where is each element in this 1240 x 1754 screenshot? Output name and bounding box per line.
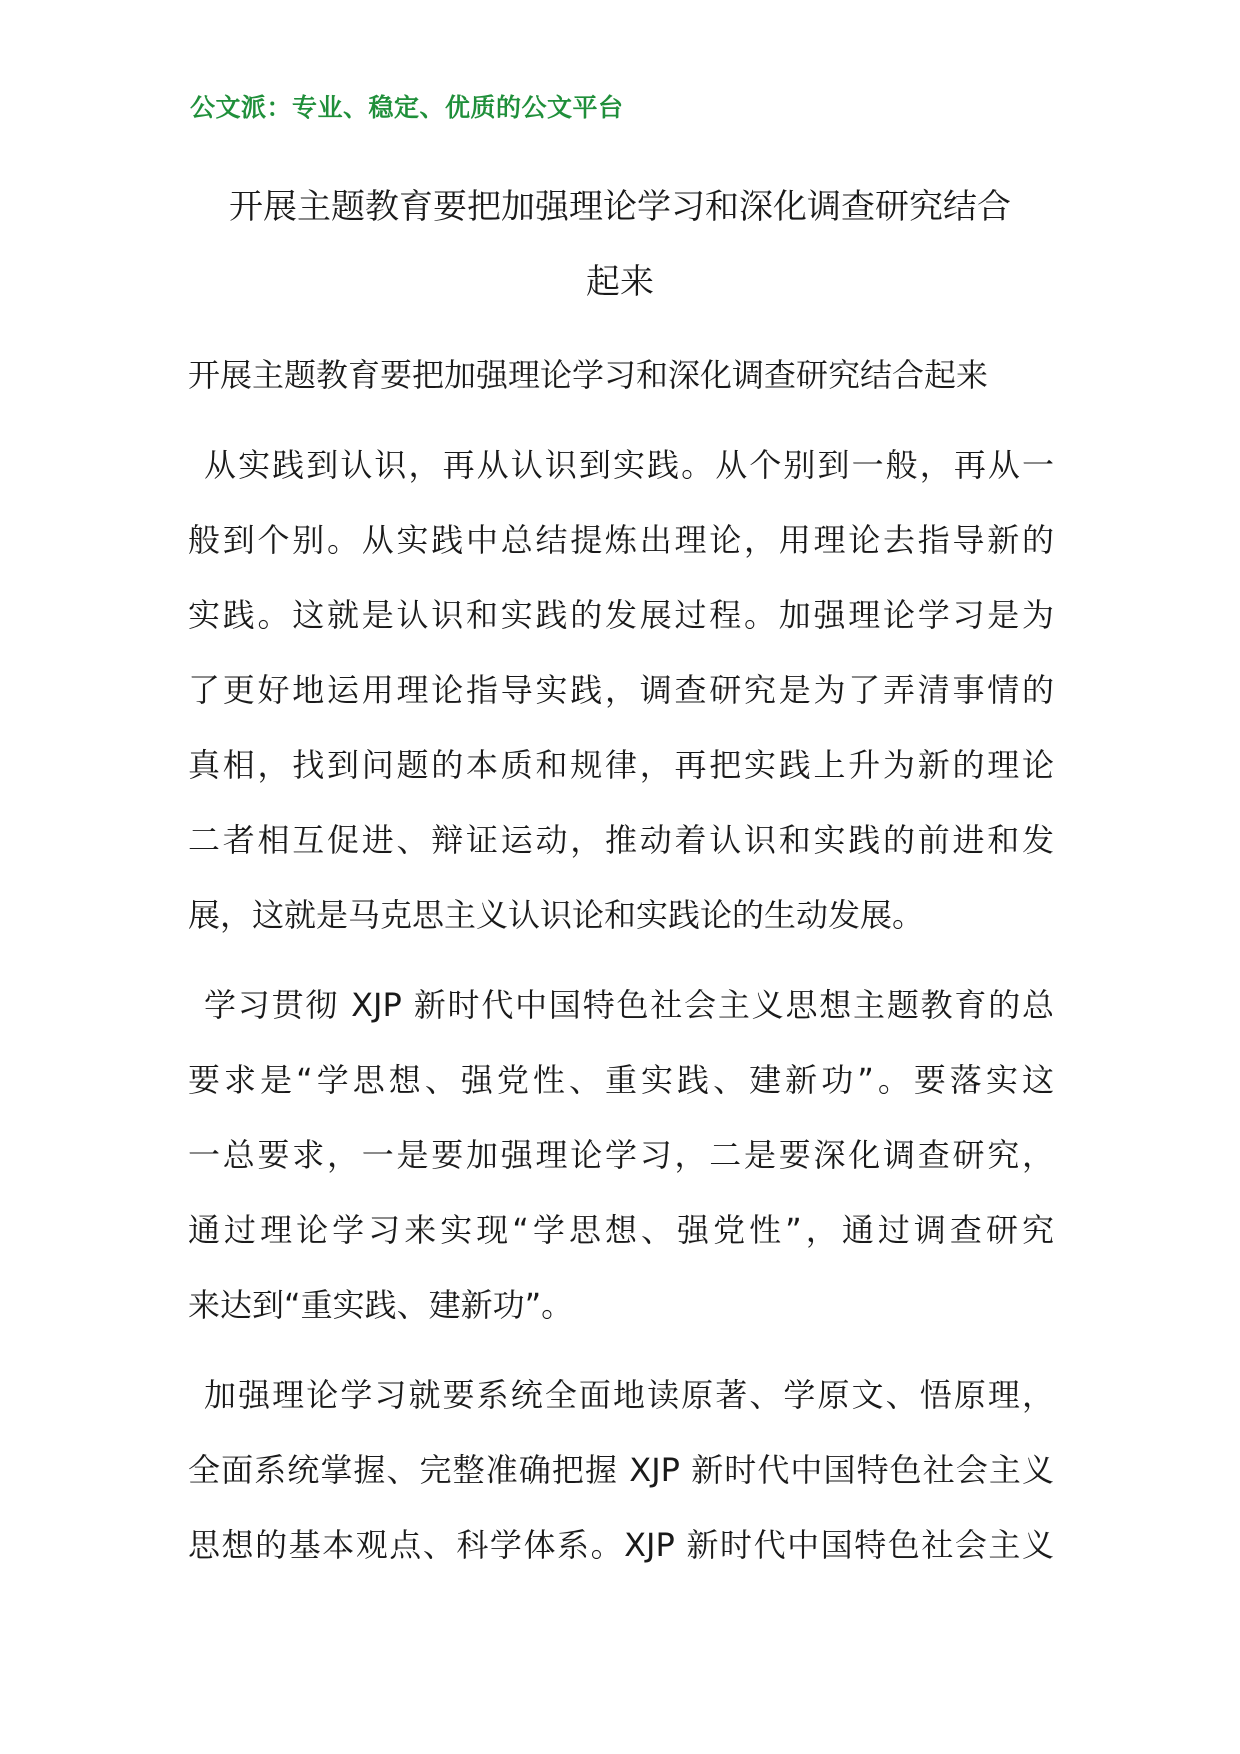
paragraph-line: 真相，找到问题的本质和规律，再把实践上升为新的理论 [188,746,1054,784]
paragraph-line: 加强理论学习就要系统全面地读原著、学原文、悟原理， [204,1376,1054,1414]
paragraph-line: 二者相互促进、辩证运动，推动着认识和实践的前进和发 [188,821,1054,859]
paragraph-line: 般到个别。从实践中总结提炼出理论，用理论去指导新的 [188,521,1054,559]
paragraph-line: 来达到“重实践、建新功”。 [188,1286,574,1324]
paragraph [188,1358,1054,1583]
paragraph-line: 思想的基本观点、科学体系。XJP 新时代中国特色社会主义 [188,1526,1054,1564]
paragraph-line: 实践。这就是认识和实践的发展过程。加强理论学习是为 [188,596,1054,634]
paragraph [188,428,1054,953]
paragraph [188,968,1054,1343]
title-line: 起来 [586,262,654,302]
paragraph-line: 通过理论学习来实现“学思想、强党性”，通过调查研究 [188,1211,1054,1249]
title-line: 开展主题教育要把加强理论学习和深化调查研究结合 [229,187,1011,227]
paragraph-line: 学习贯彻 XJP 新时代中国特色社会主义思想主题教育的总 [204,986,1054,1024]
paragraph-line: 从实践到认识，再从认识到实践。从个别到一般，再从一 [204,446,1054,484]
document-title [190,170,1050,320]
header-banner: 公文派：专业、稳定、优质的公文平台 [190,93,624,122]
paragraph-line: 要求是“学思想、强党性、重实践、建新功”。要落实这 [188,1061,1054,1099]
document-body [188,338,1054,1598]
paragraph-line: 全面系统掌握、完整准确把握 XJP 新时代中国特色社会主义 [188,1451,1054,1489]
document-subtitle: 开展主题教育要把加强理论学习和深化调查研究结合起来 [188,356,989,394]
paragraph-line: 了更好地运用理论指导实践，调查研究是为了弄清事情的 [188,671,1054,709]
paragraph-line: 展，这就是马克思主义认识论和实践论的生动发展。 [188,896,925,934]
paragraph-line: 一总要求，一是要加强理论学习，二是要深化调查研究， [188,1136,1054,1174]
